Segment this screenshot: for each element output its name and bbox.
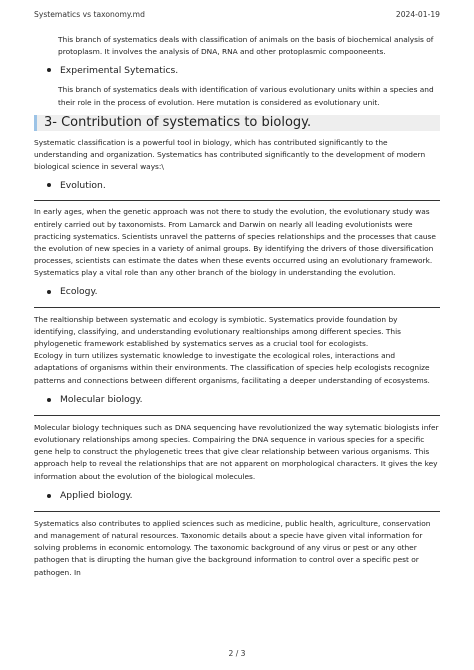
bullet-label: Ecology. [60, 286, 98, 298]
bullet-dot-icon [47, 290, 51, 294]
bullet-experimental-systematics [47, 63, 440, 77]
horizontal-rule [34, 307, 440, 308]
bullet-label: Evolution. [60, 179, 106, 191]
bullet-ecology [47, 285, 440, 299]
horizontal-rule [34, 511, 440, 512]
bullet-label: Experimental Sytematics. [60, 64, 179, 76]
experimental-systematics-paragraph: This branch of systematics deals with identification of various evolutionary units within a species and their role in the process of evolution. Here mutation is considered as evolutionary unit. [58, 85, 434, 107]
applied-biology-paragraph: Systematics also contributes to applied sciences such as medicine, public health, agriculture, conservation and management of natural resources. Taxonomic details about a specie have given vital information for solving problems in economic entomology. The taxonomic background of any virus or pest or any other pathogen that is dirupting the human give the background information to control over a specific pest or pathogen. In [34, 518, 431, 577]
section-heading: 3- Contribution of systematics to biology. [34, 115, 440, 131]
page-header [34, 10, 440, 19]
bullet-applied-biology [47, 489, 440, 503]
bullet-dot-icon [47, 183, 51, 187]
document-content [34, 34, 440, 579]
intro-paragraph: Systematic classification is a powerful tool in biology, which has contributed significantly to the understanding and organization. Systematics has contributed significantly to the development of modern biological science in several ways:\ [34, 137, 426, 172]
bullet-label: Applied biology. [60, 490, 133, 502]
biochemical-systematics-paragraph: This branch of systematics deals with classification of animals on the basis of biochemical analysis of protoplasm. It involves the analysis of DNA, RNA and other protoplasmic compooneents. [58, 35, 434, 57]
ecology-paragraph-1: The realtionship between systematic and ecology is symbiotic. Systematics provide foundation by identifying, classifying, and understanding evolutionary realtionships among different species. This phylogenetic framework established by systematics serves as a crucial tool for ecologists. [34, 314, 401, 349]
bullet-dot-icon [47, 68, 51, 72]
evolution-paragraph: In early ages, when the genetic approach was not there to study the evolution, the evolutionary study was entirely carried out by taxonomists. From Lamarck and Darwin on nearly all leading evolutionists were practicing systematics. Scientists unravel the patterns of species relationships and the processes that cause the evolution of new species in a variety of animal groups. By identifying the drivers of those diversification processes, scientists can estimate the dates when these events occurred using an evolutionary framework. Systematics play a vital role than any other branch of the biology in understanding the evolution. [34, 207, 436, 278]
molecular-biology-paragraph: Molecular biology techniques such as DNA sequencing have revolutionized the way sytematic biologists infer evolutionary relationships among species. Compairing the DNA sequence in various species for a specific gene help to construct the phylogenetic trees that give clear relationship between various organisms. This approach help to reveal the relationships that are not apparent on morphological characters. It gives the key information about the evolution of the biological molecules. [34, 422, 439, 481]
bullet-dot-icon [47, 398, 51, 402]
bullet-dot-icon [47, 494, 51, 498]
document-title: Systematics vs taxonomy.md [34, 10, 145, 19]
page-number: 2 / 3 [228, 649, 246, 658]
ecology-paragraph-2: Ecology in turn utilizes systematic knowledge to investigate the ecological roles, interactions and adaptations of organisms within their environments. The classification of species help ecologists recognize patterns and connections between different organisms, facilitating a deeper understanding of ecosystems. [34, 351, 430, 385]
bullet-evolution [47, 178, 440, 192]
bullet-label: Molecular biology. [60, 394, 143, 406]
document-date: 2024-01-19 [395, 10, 440, 19]
bullet-molecular-biology [47, 393, 440, 407]
horizontal-rule [34, 415, 440, 416]
horizontal-rule [34, 200, 440, 201]
